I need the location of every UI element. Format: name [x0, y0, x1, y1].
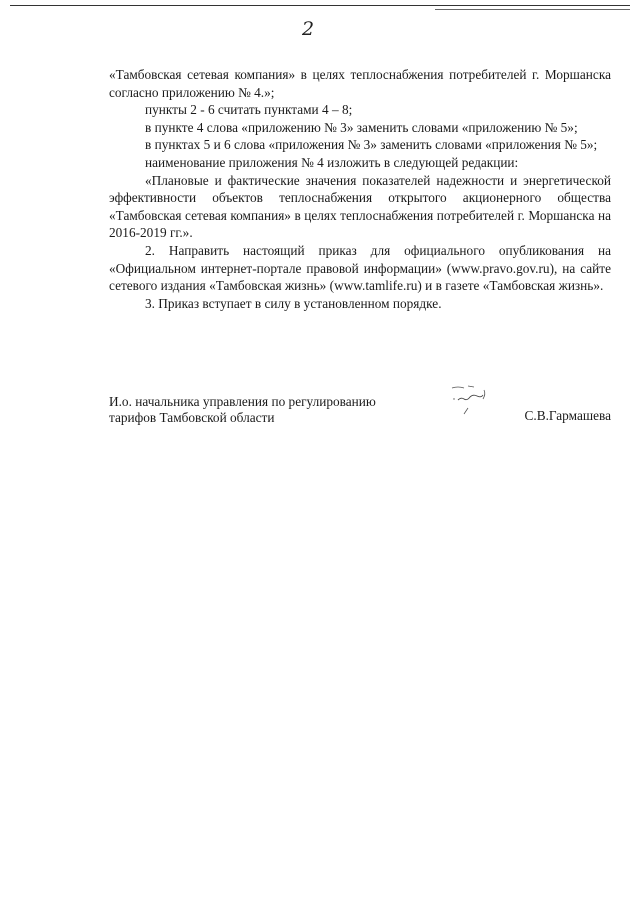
paragraph-publication: 2. Направить настоящий приказ для официального опубликования на «Официальном интернет-портале правовой информации» (www.pravo.gov.ru), на сайте сетевого издания «Тамбовская жизнь» (www.tamlife.ru) и в газете «Тамбовская жизнь». [109, 242, 611, 294]
header-rule-secondary [435, 9, 630, 10]
handwritten-signature [444, 382, 504, 426]
document-body [109, 66, 611, 312]
paragraph-appendix-title-intro: наименование приложения № 4 изложить в следующей редакции: [145, 154, 519, 170]
paragraph-effective: 3. Приказ вступает в силу в установленном порядке. [145, 295, 442, 311]
signatory-position-line-2: тарифов Тамбовской области [109, 409, 275, 425]
signatory-position-line-1: И.о. начальника управления по регулированию [109, 394, 376, 409]
paragraph-continuation: «Тамбовская сетевая компания» в целях теплоснабжения потребителей г. Моршанска согласно приложению № 4.»; [109, 67, 611, 100]
paragraph-item-4: в пункте 4 слова «приложению № 3» заменить словами «приложению № 5»; [145, 119, 578, 135]
header-rule [10, 5, 630, 6]
signature-block [109, 394, 611, 425]
signatory-name: С.В.Гармашева [524, 408, 611, 423]
page-number: 2 [302, 18, 315, 40]
paragraph-items-5-6: в пунктах 5 и 6 слова «приложения № 3» заменить словами «приложения № 5»; [145, 137, 598, 153]
paragraph-appendix-title: «Плановые и фактические значения показателей надежности и энергетической эффективности объектов теплоснабжения открытого акционерного общества «Тамбовская сетевая компания» в целях теплоснабжения потребителей г. Моршанска на 2016-2019 гг.». [109, 172, 611, 241]
paragraph-renumber: пункты 2 - 6 считать пунктами 4 – 8; [145, 102, 353, 118]
